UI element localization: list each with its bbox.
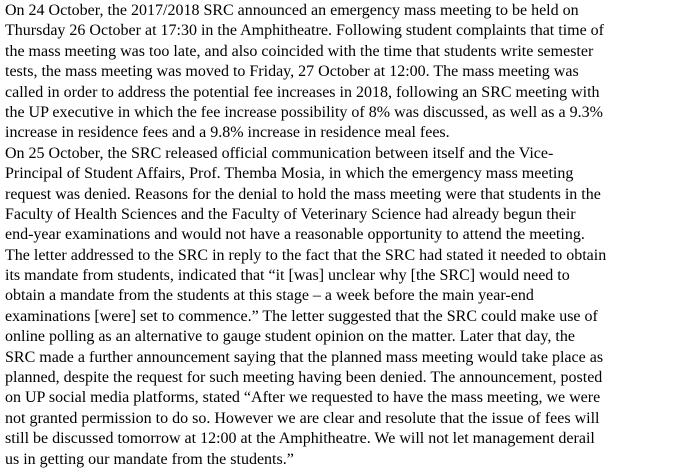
- text-line: SRC made a further announcement saying that the planned mass meeting would take place as: [5, 348, 604, 366]
- text-line: the UP executive in which the fee increase possibility of 8% was discussed, as well as a 9.3%: [5, 103, 603, 121]
- text-line: Principal of Student Affairs, Prof. Themba Mosia, in which the emergency mass meeting: [5, 165, 574, 183]
- text-line: On 25 October, the SRC released official communication between itself and the Vice-: [5, 144, 554, 162]
- paragraph-meeting-request-denied: [5, 144, 677, 470]
- text-line: The letter addressed to the SRC in reply to the fact that the SRC had stated it needed to obtain: [5, 246, 607, 264]
- text-line: obtain a mandate from the students at this stage – a week before the main year-end: [5, 287, 534, 305]
- text-line: end-year examinations and would not have a reasonable opportunity to attend the meeting.: [5, 226, 585, 244]
- text-line: online polling as an alternative to gauge student opinion on the matter. Later that day, the: [5, 328, 575, 346]
- text-line: still be discussed tomorrow at 12:00 at the Amphitheatre. We will not let management derail: [5, 430, 595, 448]
- text-line: increase in residence fees and a 9.8% increase in residence meal fees.: [5, 124, 450, 142]
- text-line: the mass meeting was too late, and also coincided with the time that students write semester: [5, 42, 594, 60]
- text-line: request was denied. Reasons for the denial to hold the mass meeting were that students in the: [5, 185, 601, 203]
- text-line: on UP social media platforms, stated “After we requested to have the mass meeting, we were: [5, 389, 601, 407]
- document-body: [5, 1, 677, 470]
- text-line: called in order to address the potential fee increases in 2018, following an SRC meeting with: [5, 83, 600, 101]
- text-line: its mandate from students, indicated that “it [was] unclear why [the SRC] would need to: [5, 267, 570, 285]
- text-line: not granted permission to do so. However we are clear and resolute that the issue of fees will: [5, 409, 600, 427]
- text-line: Faculty of Health Sciences and the Faculty of Veterinary Science had already begun their: [5, 205, 576, 223]
- paragraph-src-mass-meeting-announcement: [5, 1, 677, 144]
- text-line: examinations [were] set to commence.” The letter suggested that the SRC could make use of: [5, 307, 598, 325]
- text-line: On 24 October, the 2017/2018 SRC announced an emergency mass meeting to be held on: [5, 2, 579, 19]
- text-line: tests, the mass meeting was moved to Friday, 27 October at 12:00. The mass meeting was: [5, 63, 579, 81]
- text-line: Thursday 26 October at 17:30 in the Amphitheatre. Following student complaints that time of: [5, 22, 605, 40]
- text-line: planned, despite the request for such meeting having been denied. The announcement, posted: [5, 369, 603, 387]
- text-line: us in getting our mandate from the students.”: [5, 450, 294, 468]
